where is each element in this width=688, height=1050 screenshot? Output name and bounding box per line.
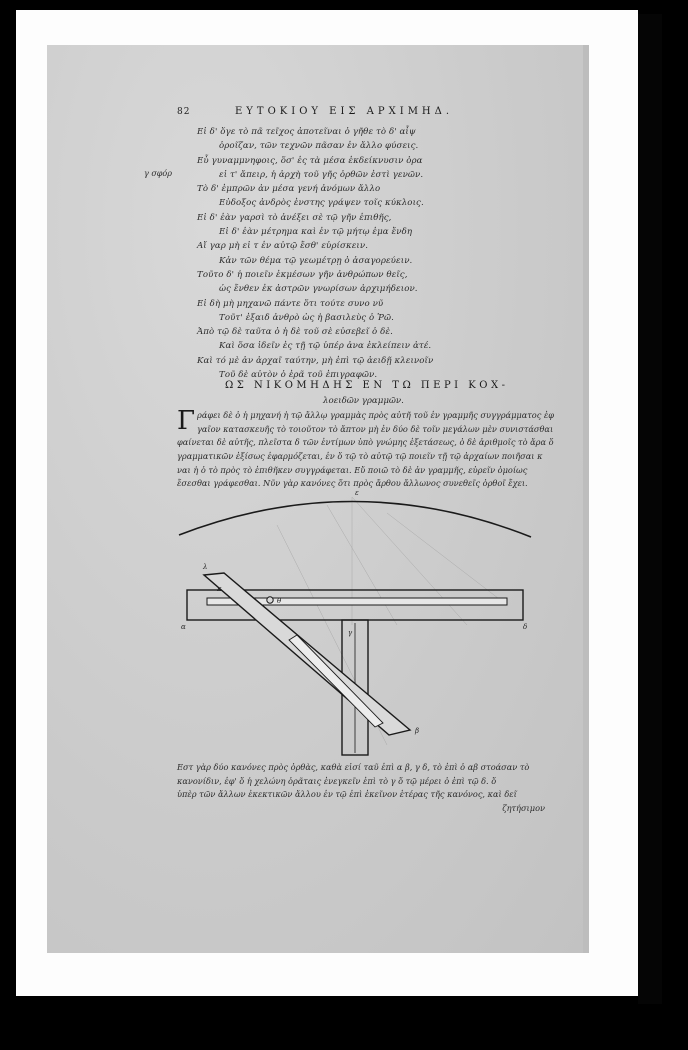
section-subtitle: λοειδῶν γραμμῶν. [323,396,404,406]
running-head: ΕΥΤΟΚΙΟΥ ΕΙΣ ΑΡΧΙΜΗΔ. [235,106,454,117]
verse-line: Καὶ ὅσα ἰδεῖν ἐς τῇ τῷ ὑπέρ ἀνα ἐκλείπειν ἀτέ. [219,341,432,352]
book-page [47,45,589,953]
prose-line: ράφει δὲ ὁ ἡ μηχανή ἡ τῷ ἄλλῳ γραμμὰς πρὸς αὐτῆ τοῦ ἐν γραμμῆς συγγράμματος ἐφ [197,410,555,420]
figure-label: β [415,727,420,735]
figure-label: δ [523,623,528,631]
prose-line: φαίνεται δὲ αὐτῆς, πλεῖστα δ τῶν ἐντίμων ὑπὸ γνώμης ἐξετάσεως, ὁ δὲ ἀριθμοῖς τὸ ἄρα ὅ [177,437,554,448]
inclined-slot [289,635,383,727]
caption-line: κανονίδιν, ἐφ' ὅ ἡ χελώνη ὁρᾶταις ἐνεγκεῖν ἐπὶ τὸ γ ὅ τῷ μέρει ὁ ἐπὶ τῷ δ. ὅ [177,775,497,786]
verse-block [197,125,497,382]
mount-shadow [638,14,662,1004]
prose-line: γραμματικῶν ἐξίσως ἐφαρμόζεται, ἐν ὅ τῷ τὸ αὐτῷ τῷ ποιεῖν τῇ τῷ ἀρχαίων ποιῆσαι κ [177,451,543,462]
caption-block [177,761,545,816]
figure-label: κ [217,585,222,593]
verse-line: Εἰ δ' ἐὰν γαρσὶ τὸ ἀνέξει σὲ τῷ γῆν ἐπιθῆς, [197,212,392,223]
verse-line: ὁροῖζαν, τῶν τεχνῶν πᾶσαν ἐν ἄλλο φύσεις. [219,141,419,152]
figure-label: ε [355,489,359,497]
conchoid-curve [179,501,531,537]
verse-line: Εἰ δ' ὅγε τὸ πᾶ τεῖχος ἀποτεῖναι ὁ γῆθε τὸ δ' αἶψ [197,127,416,137]
verse-line: Τοῦτ' ἐξαιδ ἀνθρὸ ὡς ἡ βασιλεὺς ὁ Ῥῶ. [219,312,394,323]
verse-line: Εἰ δὴ μὴ μηχανῶ πάντε ὅτι τούτε συνο νῦ [197,298,384,309]
prose-line: ναι ἡ ὁ τὸ πρὸς τὸ ἐπιθῆκεν συγγράφεται. Εὔ ποιῶ τὸ δὲ ἀν γραμμῆς, εὑρεῖν ὁμοίως [177,464,528,475]
figure-label: θ [277,597,282,605]
drop-cap: Γ [177,406,196,436]
section-title: ΩΣ ΝΙΚΟΜΗΔΗΣ ΕΝ ΤΩ ΠΕΡΙ ΚΟΧ- [225,380,509,391]
page-edge [583,45,589,953]
conchoid-instrument-figure [177,489,533,755]
page-header [177,107,507,121]
verse-line: Εὐδοξος ἀνδρὸς ἐνστης γράψεν τοῖς κύκλοις. [219,198,424,209]
figure-label: α [181,623,186,631]
verse-line: εἰ τ' ἄπειρ, ἡ ἀρχὴ τοῦ γῆς ὀρθῶν ἐστὶ γενῶν. [219,169,424,180]
verse-line: Τοῦ δὲ αὐτὸν ὁ ἐρᾶ τοῦ ἐπιγραφῶν. [219,370,378,381]
construction-lines [277,497,507,745]
page-number: 82 [177,107,191,117]
pivot-point [267,597,273,603]
caption-line: Εστ γὰρ δύο κανόνες πρὸς ὀρθὰς, καθὰ εἰσί ταῦ ἐπὶ α β, γ δ, τὸ ἐπὶ ὁ αβ στοάσαν τὸ [177,762,530,772]
verse-line: Τὸ δ' ἐμπρῶν ἀν μέσα γενή ἀνόμων ἄλλο [197,184,381,195]
prose-line: ἔσεσθαι γράφεσθαι. Νῦν γὰρ κανόνες ὅτι πρὸς ἄρθου ἄλλωνος συνεθεῖς ὀρθοῖ ἔχει. [177,478,528,489]
verse-line: Εἰ δ' ἐὰν μέτρημα καὶ ἐν τῷ μήτῳ ἐμα ἔνδη [219,227,413,238]
prose-line: γαῖον κατασκευῆς τὸ τοιοῦτον τὸ ἄπτον μὴ ἐν δύο δὲ τοῖν μεγάλων μὲν συνιστάσθαι [197,423,554,434]
verse-line: Τοῦτο δ' ἡ ποιεῖν ἐκμέσων γῆν ἀνθρώπων θεῖς, [197,269,408,280]
verse-line: Ἀπὸ τῷ δὲ ταῦτα ὁ ἡ δὲ τοῦ σὲ εὐσεβεῖ ὁ δὲ. [197,327,393,338]
verse-line: ὡς ἔνθεν ἐκ ἀστρῶν γνωρίσων ἀρχιμήδειον. [219,284,418,295]
caption-line: ὑπὲρ τῶν ἄλλων ἐκεκτικῶν ἄλλου ἐν τῷ ἐπὶ ἐκεῖνον ἑτέρας τῆς κανόνος, καὶ δεῖ [177,789,517,800]
verse-line: Καὶ τό μὲ ἀν ἀρχαῖ ταύτην, μὴ ἐπὶ τῷ ἀειδῇ κλεινοῖν [197,355,434,366]
figure-label: γ [348,629,353,637]
figure-label: λ [203,563,208,571]
margin-note: γ σφόρ [144,169,172,178]
verse-line: Κἀν τῶν θέμα τῷ γεωμέτρῃ ὁ ἀσαγορεύειν. [219,255,413,266]
caption-last-word: ζητήσιμον [502,803,545,814]
verse-line: Εὖ γυναμμνηφοις, ὅσ' ἐς τὰ μέσα ἐκδείκνυσιν ὁρα [197,155,423,166]
prose-block [177,406,555,491]
verse-line: Αἴ γαρ μὴ εἰ τ ἐν αὐτῷ ἔσθ' εὑρίσκειν. [197,241,369,252]
